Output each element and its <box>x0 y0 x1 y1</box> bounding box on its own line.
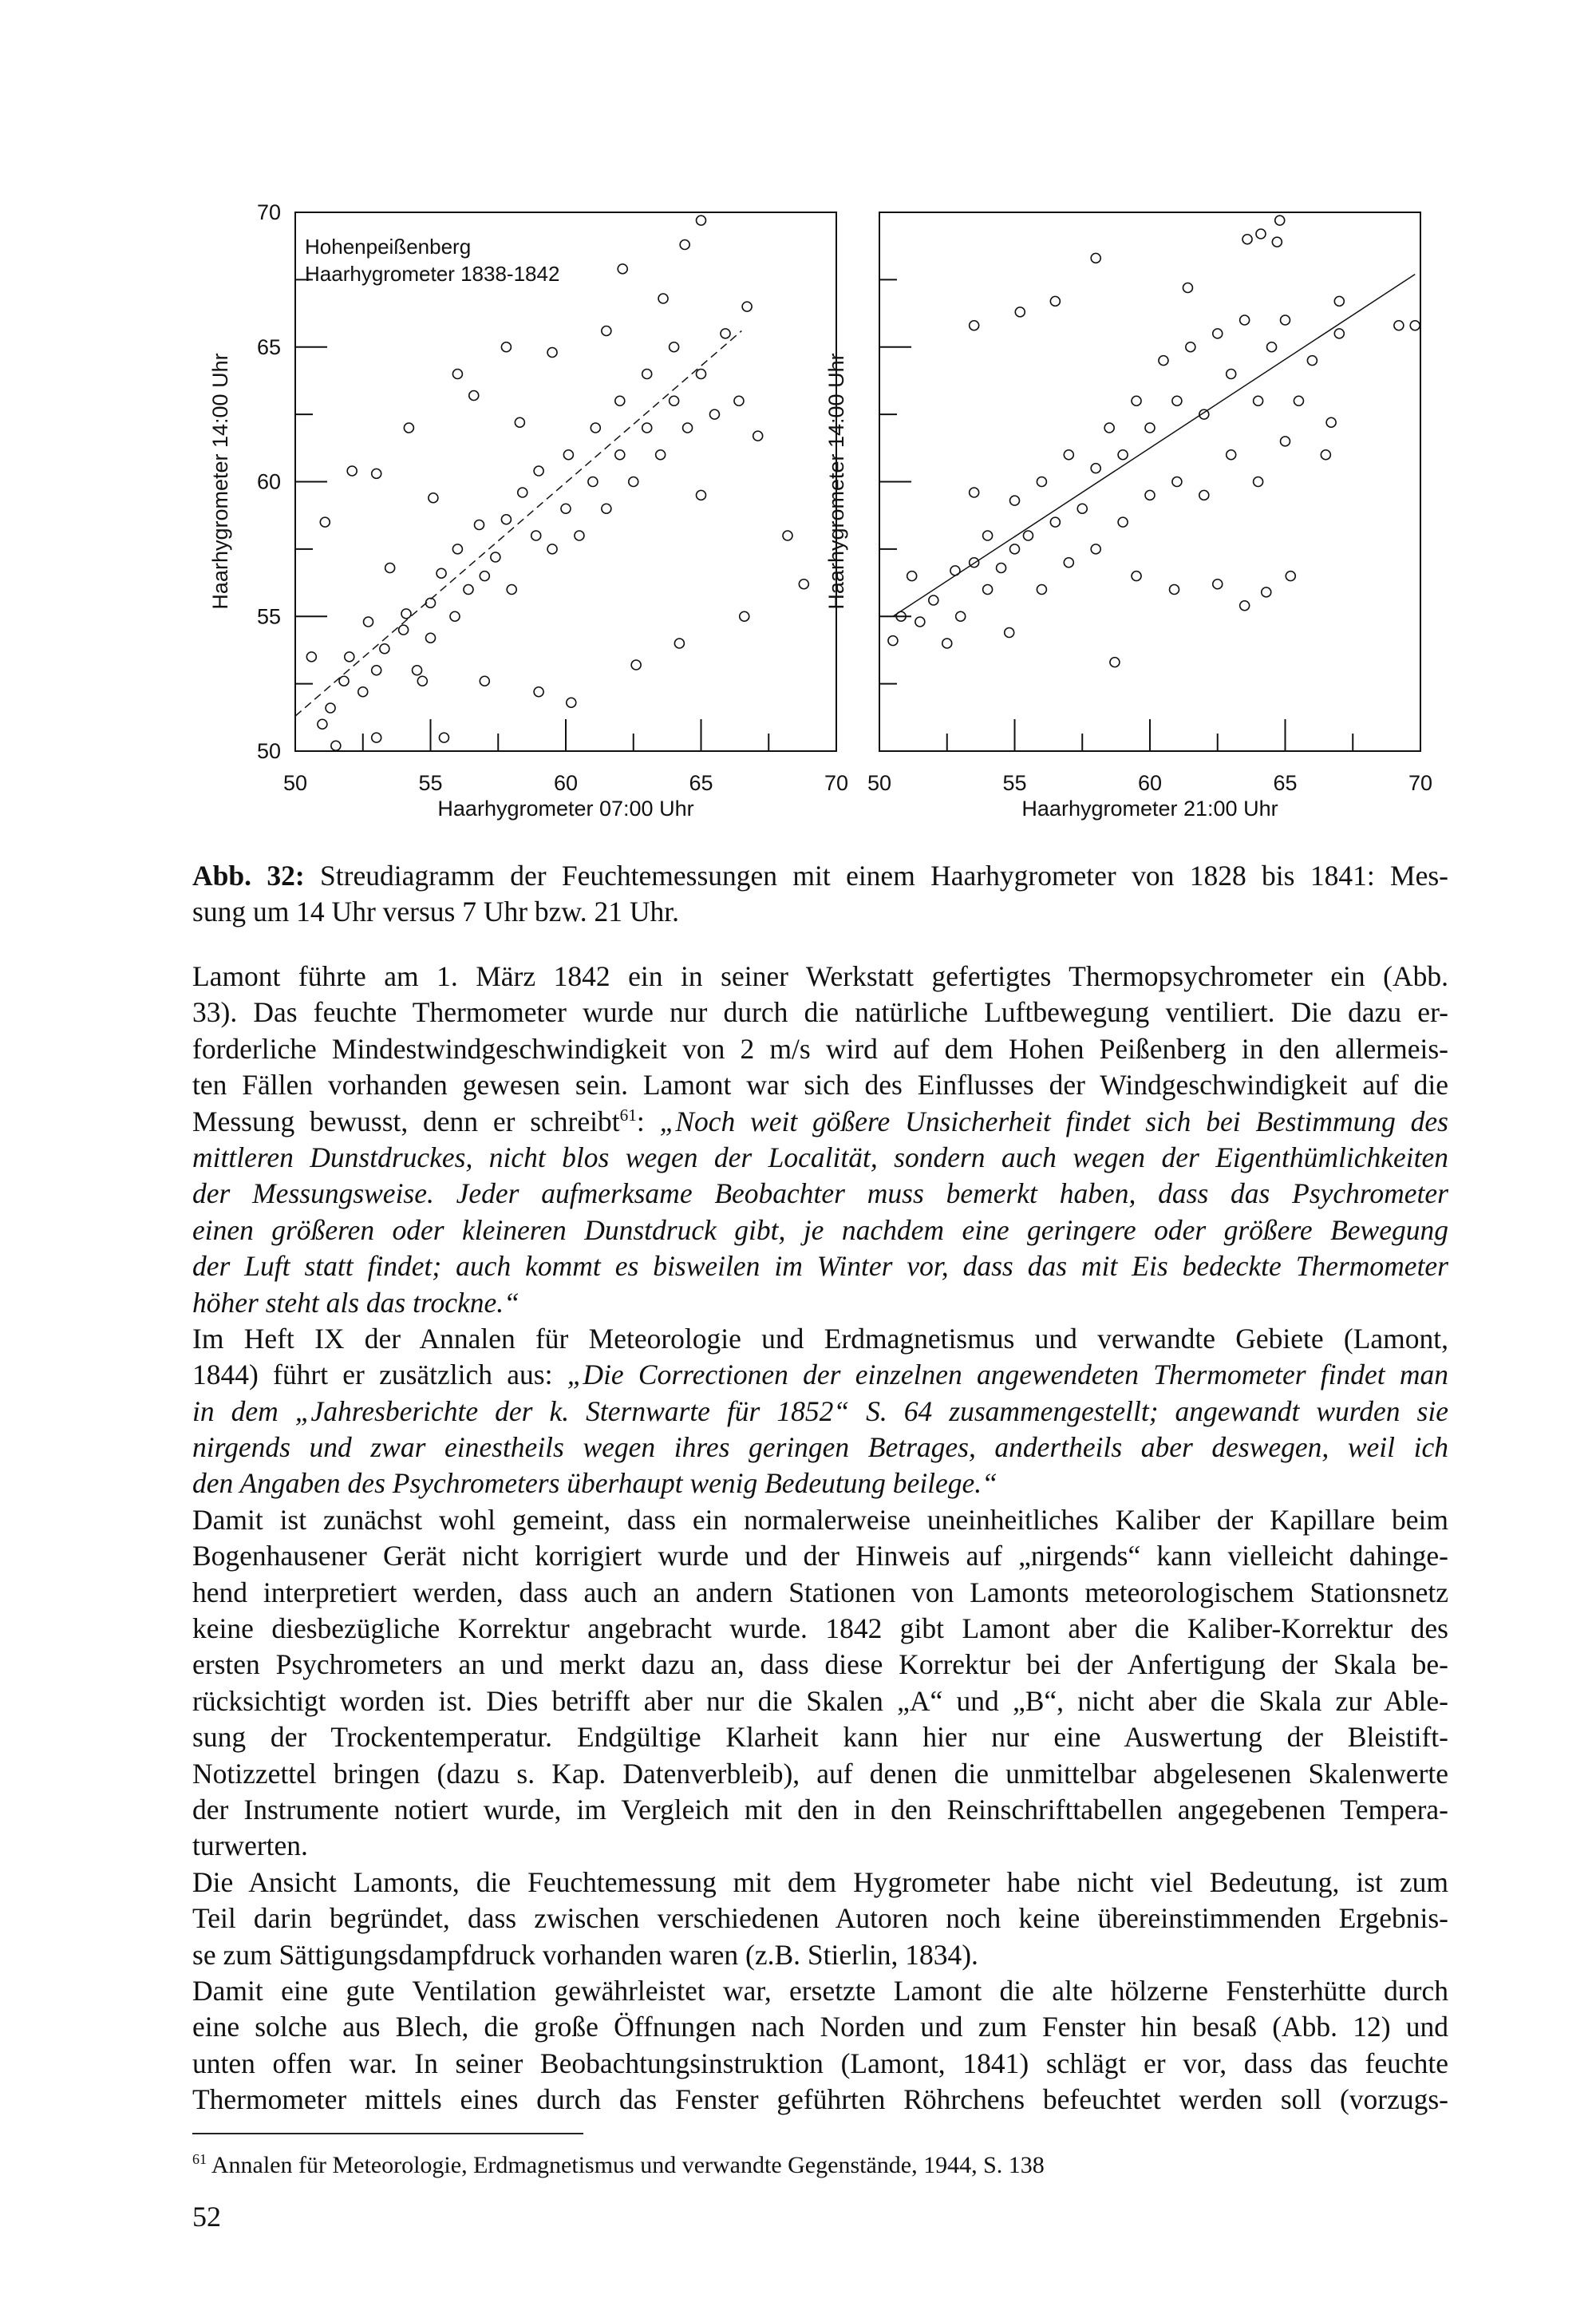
data-point <box>401 609 411 619</box>
text-segment: turwerten. <box>192 1829 308 1862</box>
y-tick-label: 60 <box>256 469 281 494</box>
data-point <box>1254 396 1263 405</box>
plot-frame <box>879 212 1420 751</box>
text-line <box>192 1248 1448 1284</box>
data-point <box>1281 437 1290 446</box>
text-line <box>192 1140 1448 1176</box>
data-point <box>674 639 684 648</box>
data-point <box>480 572 489 581</box>
data-point <box>970 321 979 330</box>
text-line <box>192 959 1448 995</box>
scatter-panel-1 <box>208 200 848 821</box>
text-line <box>192 1538 1448 1574</box>
data-point <box>1091 544 1100 554</box>
data-point <box>1010 544 1020 554</box>
text-segment: unten offen war. In seiner Beobachtungsinstruktion (Lamont, 1841) schlägt er vor, dass das feuchte <box>192 2047 1448 2079</box>
data-point <box>1091 253 1100 263</box>
data-point <box>602 504 611 513</box>
text-line <box>192 1683 1448 1719</box>
data-point <box>1262 587 1271 597</box>
caption-label: Abb. 32: <box>192 860 305 892</box>
data-point <box>326 703 335 713</box>
data-point <box>629 477 638 487</box>
data-point <box>380 644 389 654</box>
data-point <box>469 391 479 401</box>
text-line <box>192 1031 1448 1067</box>
data-point <box>1254 477 1263 487</box>
data-point <box>1199 490 1209 500</box>
x-tick-label: 60 <box>1137 771 1163 795</box>
data-point <box>364 617 373 627</box>
data-point <box>615 450 625 460</box>
data-point <box>1213 579 1223 589</box>
data-point <box>697 370 706 379</box>
chart-subtitle: Haarhygrometer 1838-1842 <box>305 262 560 286</box>
text-line <box>192 2082 1448 2118</box>
text-line <box>192 1067 1448 1103</box>
quote-text: der Messungsweise. Jeder aufmerksame Beobachter muss bemerkt haben, dass das Psychrometer <box>192 1177 1448 1210</box>
x-axis-label: Haarhygrometer 21:00 Uhr <box>1021 797 1278 821</box>
data-point <box>1110 658 1120 667</box>
data-point <box>642 423 652 433</box>
y-tick-label: 65 <box>256 334 281 359</box>
data-point <box>753 431 763 441</box>
data-point <box>1227 370 1236 379</box>
text-segment: Die Ansicht Lamonts, die Feuchtemessung mit dem Hygrometer habe nicht viel Bedeutung, ist zum <box>192 1865 1448 1898</box>
data-point <box>1104 423 1114 433</box>
data-point <box>618 264 627 274</box>
data-point <box>1183 283 1192 293</box>
text-line <box>192 1394 1448 1430</box>
text-line <box>192 1321 1448 1357</box>
regression-line <box>295 331 741 717</box>
x-tick-label: 50 <box>867 771 892 795</box>
data-point <box>742 302 752 311</box>
data-point <box>740 611 749 621</box>
plot-frame <box>295 212 836 751</box>
data-point <box>450 611 460 621</box>
data-point <box>318 719 327 729</box>
data-point <box>950 566 960 576</box>
data-point <box>518 488 527 497</box>
text-line <box>192 1901 1448 1936</box>
data-point <box>1272 237 1282 247</box>
text-line <box>192 1212 1448 1248</box>
data-point <box>464 585 473 595</box>
text-segment: rücksichtigt worden ist. Dies betrifft aber nur die Skalen „A“ und „B“, nicht aber die Skala zur Able- <box>192 1684 1448 1717</box>
data-point <box>1334 296 1344 306</box>
data-point <box>372 666 381 675</box>
data-point <box>385 564 395 573</box>
data-point <box>1037 477 1046 487</box>
text-segment: der Instrumente notiert wurde, im Vergleich mit den in den Reinschrifttabellen angegebenen Tempera- <box>192 1793 1448 1825</box>
text-segment: sung der Trockentemperatur. Endgültige Klarheit kann hier nur eine Auswertung der Bleistift- <box>192 1721 1448 1754</box>
data-point <box>658 294 668 303</box>
data-point <box>1267 342 1277 352</box>
data-point <box>491 552 500 562</box>
footnote-divider <box>192 2133 583 2134</box>
text-line <box>192 1502 1448 1538</box>
body-text <box>192 959 1448 2118</box>
data-point <box>439 733 448 742</box>
y-tick-label: 55 <box>256 604 281 629</box>
data-point <box>1050 296 1060 306</box>
text-segment: Thermometer mittels eines durch das Fenster geführten Röhrchens befeuchtet werden soll (vorzugs- <box>192 2083 1448 2116</box>
y-tick-label: 70 <box>256 200 281 224</box>
text-line <box>192 1937 1448 1973</box>
data-point <box>929 595 938 605</box>
text-segment: forderliche Mindestwindgeschwindigkeit von 2 m/s wird auf dem Hohen Peißenberg in den allermeis- <box>192 1032 1448 1065</box>
text-line <box>192 1756 1448 1792</box>
data-point <box>956 611 966 621</box>
data-point <box>1159 356 1168 366</box>
data-point <box>1170 585 1179 595</box>
data-point <box>1118 517 1128 527</box>
data-point <box>983 585 993 595</box>
data-point <box>1410 321 1420 330</box>
quote-text: „Die Correctionen der einzelnen angewendeten Thermometer findet man <box>567 1359 1449 1391</box>
data-point <box>531 531 541 540</box>
data-point <box>1281 315 1290 325</box>
data-point <box>709 409 719 419</box>
data-point <box>615 396 625 405</box>
text-line <box>192 1285 1448 1321</box>
text-segment: se zum Sättigungsdampfdruck vorhanden waren (z.B. Stierlin, 1834). <box>192 1938 978 1971</box>
text-segment: Im Heft IX der Annalen für Meteorologie und Erdmagnetismus und verwandte Gebiete (Lamont, <box>192 1322 1448 1355</box>
data-point <box>588 477 598 487</box>
data-point <box>1286 572 1295 581</box>
data-point <box>567 698 576 707</box>
text-line <box>192 1430 1448 1465</box>
data-point <box>683 423 693 433</box>
data-point <box>429 493 438 503</box>
text-segment: Lamont führte am 1. März 1842 ein in seiner Werkstatt gefertigtes Thermopsychrometer ein (Abb. <box>192 960 1448 992</box>
data-point <box>480 676 489 686</box>
data-point <box>534 687 543 697</box>
regression-line <box>893 275 1415 617</box>
data-point <box>983 531 993 540</box>
data-point <box>670 342 679 352</box>
y-tick-label: 50 <box>256 739 281 763</box>
text-line <box>192 1719 1448 1755</box>
quote-text: den Angaben des Psychrometers überhaupt wenig Bedeutung beilege.“ <box>192 1467 998 1500</box>
data-point <box>452 370 462 379</box>
data-point <box>1023 531 1033 540</box>
data-point <box>656 450 666 460</box>
data-point <box>1132 396 1141 405</box>
text-line <box>192 1792 1448 1828</box>
data-point <box>1091 464 1100 473</box>
data-point <box>1256 229 1266 239</box>
data-point <box>501 342 511 352</box>
scatter-figure <box>0 0 1596 846</box>
data-point <box>399 625 409 635</box>
data-point <box>1240 601 1250 611</box>
data-point <box>1275 216 1285 225</box>
x-tick-label: 70 <box>824 771 849 795</box>
data-point <box>1213 329 1223 338</box>
data-point <box>1037 585 1046 595</box>
data-point <box>1118 450 1128 460</box>
data-point <box>372 469 381 478</box>
data-point <box>1172 396 1182 405</box>
data-point <box>426 633 436 643</box>
caption-text-line2: sung um 14 Uhr versus 7 Uhr bzw. 21 Uhr. <box>192 896 680 928</box>
data-point <box>1294 396 1303 405</box>
data-point <box>1186 342 1195 352</box>
data-point <box>561 504 571 513</box>
data-point <box>1005 628 1014 638</box>
data-point <box>721 329 730 338</box>
data-point <box>602 326 611 336</box>
text-line <box>192 1865 1448 1901</box>
data-point <box>475 520 484 530</box>
footnote-ref: 61 <box>619 1105 637 1125</box>
text-line <box>192 1465 1448 1501</box>
text-segment: eine solche aus Blech, die große Öffnungen nach Norden und zum Fenster hin besaß (Abb. 12) und <box>192 2011 1448 2043</box>
text-line <box>192 1828 1448 1864</box>
data-point <box>783 531 792 540</box>
data-point <box>697 490 706 500</box>
data-point <box>320 517 330 527</box>
data-point <box>888 636 898 646</box>
data-point <box>799 579 808 589</box>
footnote <box>192 2152 1045 2179</box>
data-point <box>575 531 584 540</box>
x-tick-label: 65 <box>1273 771 1298 795</box>
data-point <box>1240 315 1250 325</box>
data-point <box>1307 356 1317 366</box>
text-line <box>192 1647 1448 1683</box>
text-segment: ten Fällen vorhanden gewesen sein. Lamont war sich des Einflusses der Windgeschwindigkeit auf die <box>192 1069 1448 1102</box>
data-point <box>997 564 1006 573</box>
data-point <box>631 660 641 670</box>
data-point <box>1064 558 1073 568</box>
chart-title: Hohenpeißenberg <box>305 235 472 259</box>
data-point <box>1064 450 1073 460</box>
quote-text: mittleren Dunstdruckes, nicht blos wegen der Localität, sondern auch wegen der Eigenthümlichkeiten <box>192 1141 1448 1173</box>
data-point <box>417 676 427 686</box>
data-point <box>345 652 354 662</box>
data-point <box>437 568 446 578</box>
x-tick-label: 60 <box>553 771 579 795</box>
quote-text: der Luft statt findet; auch kommt es bisweilen im Winter vor, dass das mit Eis bedeckte Thermometer <box>192 1250 1448 1283</box>
text-segment: keine diesbezügliche Korrektur angebracht wurde. 1842 gibt Lamont aber die Kaliber-Korrektur des <box>192 1612 1448 1645</box>
quote-text: einen größeren oder kleineren Dunstdruck gibt, je nachdem eine geringere oder größere Bewegung <box>192 1213 1448 1246</box>
data-point <box>1321 450 1330 460</box>
data-point <box>372 733 381 742</box>
x-axis-label: Haarhygrometer 07:00 Uhr <box>437 797 694 821</box>
text-segment: 1844) führt er zusätzlich aus: <box>192 1359 567 1391</box>
data-point <box>591 423 600 433</box>
data-point <box>339 676 349 686</box>
figure-caption <box>192 858 1448 931</box>
text-segment: Messung bewusst, denn er schreibt <box>192 1105 620 1137</box>
data-point <box>1172 477 1182 487</box>
quote-text: nirgends und zwar einestheils wegen ihres geringen Betrages, andertheils aber deswegen, weil ich <box>192 1431 1448 1464</box>
quote-text: in dem „Jahresberichte der k. Sternwarte für 1852“ S. 64 zusammengestellt; angewandt wurden sie <box>192 1394 1448 1427</box>
text-line <box>192 1611 1448 1647</box>
data-point <box>452 544 462 554</box>
text-segment: ersten Psychrometers an und merkt dazu an, dass diese Korrektur bei der Anfertigung der Skala be- <box>192 1648 1448 1681</box>
text-line <box>192 995 1448 1030</box>
data-point <box>1050 517 1060 527</box>
data-point <box>915 617 925 627</box>
data-point <box>507 585 516 595</box>
data-point <box>1015 307 1025 317</box>
data-point <box>331 741 341 750</box>
text-line <box>192 2009 1448 2045</box>
x-tick-label: 55 <box>418 771 443 795</box>
x-tick-label: 65 <box>689 771 713 795</box>
data-point <box>697 216 706 225</box>
text-line <box>192 1973 1448 2009</box>
y-axis-label: Haarhygrometer 14:00 Uhr <box>824 353 848 610</box>
footnote-marker: 61 <box>192 2151 207 2167</box>
caption-text: Streudiagramm der Feuchtemessungen mit einem Haarhygrometer von 1828 bis 1841: Mes- <box>304 860 1448 892</box>
text-line <box>192 1575 1448 1611</box>
data-point <box>404 423 413 433</box>
scatter-panel-2 <box>824 212 1432 821</box>
text-segment: Teil darin begründet, dass zwischen verschiedenen Autoren noch keine übereinstimmenden Ergebnis- <box>192 1902 1448 1935</box>
x-tick-label: 70 <box>1408 771 1433 795</box>
page-number: 52 <box>192 2201 221 2233</box>
data-point <box>907 572 917 581</box>
text-line <box>192 1104 1448 1140</box>
data-point <box>642 370 652 379</box>
text-line <box>192 1357 1448 1393</box>
data-point <box>515 417 524 427</box>
data-point <box>734 396 744 405</box>
text-segment: : <box>636 1105 660 1137</box>
data-point <box>1242 235 1252 244</box>
x-tick-label: 55 <box>1002 771 1027 795</box>
data-point <box>1227 450 1236 460</box>
data-point <box>1334 329 1344 338</box>
data-point <box>413 666 422 675</box>
data-point <box>547 348 557 358</box>
text-line <box>192 1176 1448 1212</box>
data-point <box>1394 321 1404 330</box>
data-point <box>1132 572 1141 581</box>
data-point <box>680 240 689 250</box>
data-point <box>563 450 573 460</box>
data-point <box>347 466 357 476</box>
data-point <box>1145 490 1155 500</box>
data-point <box>1010 496 1020 505</box>
text-segment: Damit ist zunächst wohl gemeint, dass ein normalerweise uneinheitliches Kaliber der Kapillare beim <box>192 1503 1448 1536</box>
y-axis-label: Haarhygrometer 14:00 Uhr <box>208 353 232 610</box>
text-line <box>192 2046 1448 2082</box>
data-point <box>1077 504 1087 513</box>
text-segment: 33). Das feuchte Thermometer wurde nur durch die natürliche Luftbewegung ventiliert. Die dazu er- <box>192 996 1448 1029</box>
data-point <box>1145 423 1155 433</box>
data-point <box>547 544 557 554</box>
data-point <box>501 515 511 524</box>
x-tick-label: 50 <box>282 771 308 795</box>
text-segment: hend interpretiert werden, dass auch an andern Stationen von Lamonts meteorologischem Stationsnetz <box>192 1576 1448 1608</box>
data-point <box>1326 417 1336 427</box>
quote-text: „Noch weit gößere Unsicherheit findet sich bei Bestimmung des <box>659 1105 1448 1137</box>
data-point <box>970 488 979 497</box>
data-point <box>306 652 316 662</box>
data-point <box>670 396 679 405</box>
quote-text: höher steht als das trockne.“ <box>192 1286 519 1319</box>
data-point <box>534 466 543 476</box>
text-segment: Bogenhausener Gerät nicht korrigiert wurde und der Hinweis auf „nirgends“ kann vielleicht dahinge- <box>192 1540 1448 1572</box>
text-segment: Damit eine gute Ventilation gewährleistet war, ersetzte Lamont die alte hölzerne Fensterhütte durch <box>192 1974 1448 2007</box>
data-point <box>358 687 368 697</box>
data-point <box>942 639 952 648</box>
text-segment: Notizzettel bringen (dazu s. Kap. Datenverbleib), auf denen die unmittelbar abgelesenen Skalenwerte <box>192 1757 1448 1790</box>
footnote-text: Annalen für Meteorologie, Erdmagnetismus und verwandte Gegenstände, 1944, S. 138 <box>207 2152 1045 2178</box>
